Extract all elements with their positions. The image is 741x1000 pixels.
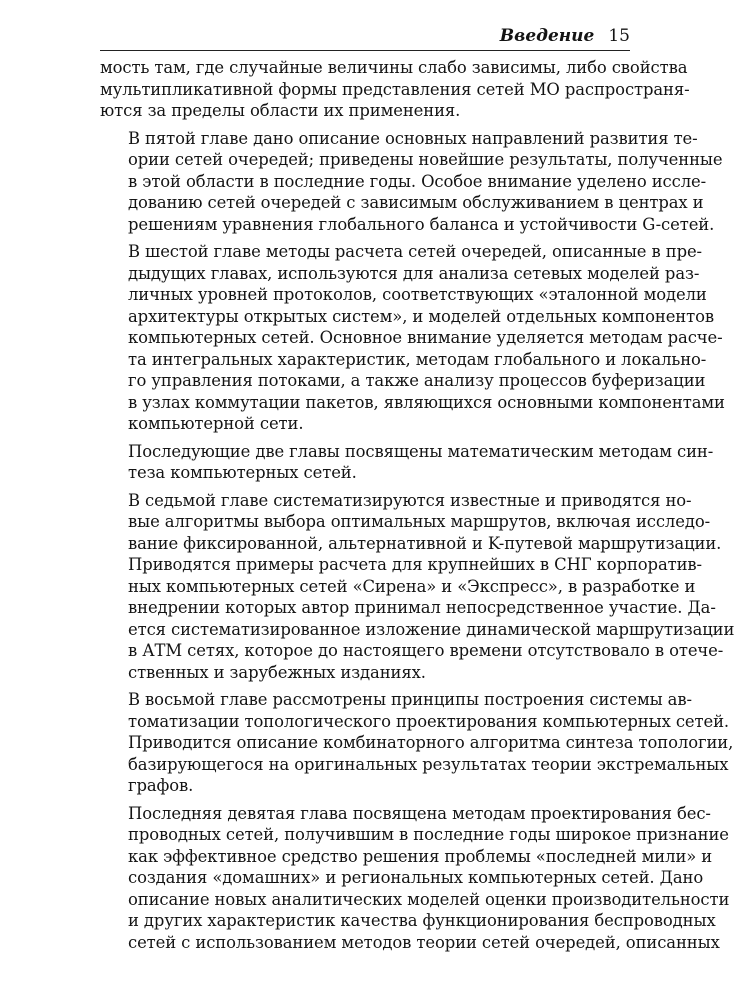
- text-line: томатизации топологического проектирования компьютерных сетей.: [128, 711, 729, 731]
- text-line: описание новых аналитических моделей оценки производительности: [128, 889, 730, 909]
- text-line: вые алгоритмы выбора оптимальных маршрутов, включая исследо-: [128, 512, 711, 531]
- text-line: го управления потоками, а также анализу процессов буферизации: [128, 371, 706, 390]
- paragraph: [100, 57, 690, 122]
- page-number: 15: [608, 26, 630, 46]
- text-line: создания «домашних» и региональных компьютерных сетей. Дано: [128, 868, 704, 887]
- text-line: внедрении которых автор принимал непосредственное участие. Да-: [128, 598, 716, 617]
- text-line: Приводится описание комбинаторного алгоритма синтеза топологии,: [128, 733, 734, 752]
- text-line: сетей с использованием методов теории сетей очередей, описанных: [128, 932, 720, 952]
- paragraph: [100, 689, 734, 797]
- text-line: мультипликативной формы представления сетей МО распространя-: [100, 79, 690, 99]
- body-text: [100, 57, 735, 959]
- text-line: ственных и зарубежных изданиях.: [128, 662, 426, 682]
- text-line: В седьмой главе систематизируются известные и приводятся но-: [128, 490, 692, 510]
- text-line: проводных сетей, получившим в последние годы широкое признание: [128, 825, 729, 844]
- text-line: Последующие две главы посвящены математическим методам син-: [128, 441, 714, 461]
- text-line: архитектуры открытых систем», и моделей отдельных компонентов: [128, 306, 714, 326]
- text-line: ется систематизированное изложение динамической маршрутизации: [128, 619, 735, 639]
- text-line: в АТМ сетях, которое до настоящего времени отсутствовало в отече-: [128, 641, 724, 660]
- text-line: и других характеристик качества функционирования беспроводных: [128, 911, 716, 930]
- text-line: В пятой главе дано описание основных направлений развития те-: [128, 128, 698, 148]
- paragraph: [100, 803, 730, 954]
- text-line: Последняя девятая глава посвящена методам проектирования бес-: [128, 803, 711, 823]
- text-line: графов.: [128, 776, 194, 795]
- text-line: ются за пределы области их применения.: [100, 101, 461, 120]
- text-line: вание фиксированной, альтернативной и K-путевой маршрутизации.: [128, 533, 722, 553]
- text-line: Приводятся примеры расчета для крупнейших в СНГ корпоратив-: [128, 555, 702, 574]
- section-title: Введение: [499, 26, 595, 46]
- paragraph: [100, 441, 714, 484]
- text-line: теза компьютерных сетей.: [128, 463, 357, 482]
- text-line: дованию сетей очередей с зависимым обслуживанием в центрах и: [128, 193, 704, 212]
- text-line: личных уровней протоколов, соответствующих «эталонной модели: [128, 285, 707, 304]
- text-line: В восьмой главе рассмотрены принципы построения системы ав-: [128, 690, 692, 709]
- text-line: мость там, где случайные величины слабо зависимы, либо свойства: [100, 58, 688, 77]
- paragraph: [100, 128, 723, 236]
- text-line: дыдущих главах, используются для анализа сетевых моделей раз-: [128, 263, 700, 283]
- text-line: в этой области в последние годы. Особое внимание уделено иссле-: [128, 171, 707, 191]
- text-line: базирующегося на оригинальных результатах теории экстремальных: [128, 754, 729, 774]
- running-head: [100, 26, 630, 52]
- header-rule: [100, 50, 630, 51]
- text-line: та интегральных характеристик, методам глобального и локально-: [128, 349, 707, 369]
- text-line: компьютерной сети.: [128, 414, 304, 433]
- text-line: в узлах коммутации пакетов, являющихся основными компонентами: [128, 392, 725, 412]
- text-line: ории сетей очередей; приведены новейшие результаты, полученные: [128, 150, 723, 169]
- paragraph: [100, 490, 735, 684]
- paragraph: [100, 241, 725, 435]
- text-line: решениям уравнения глобального баланса и устойчивости G-сетей.: [128, 214, 715, 234]
- text-line: компьютерных сетей. Основное внимание уделяется методам расче-: [128, 328, 723, 347]
- text-line: В шестой главе методы расчета сетей очередей, описанные в пре-: [128, 242, 702, 261]
- text-line: как эффективное средство решения проблемы «последней мили» и: [128, 846, 713, 866]
- text-line: ных компьютерных сетей «Сирена» и «Экспресс», в разработке и: [128, 576, 696, 596]
